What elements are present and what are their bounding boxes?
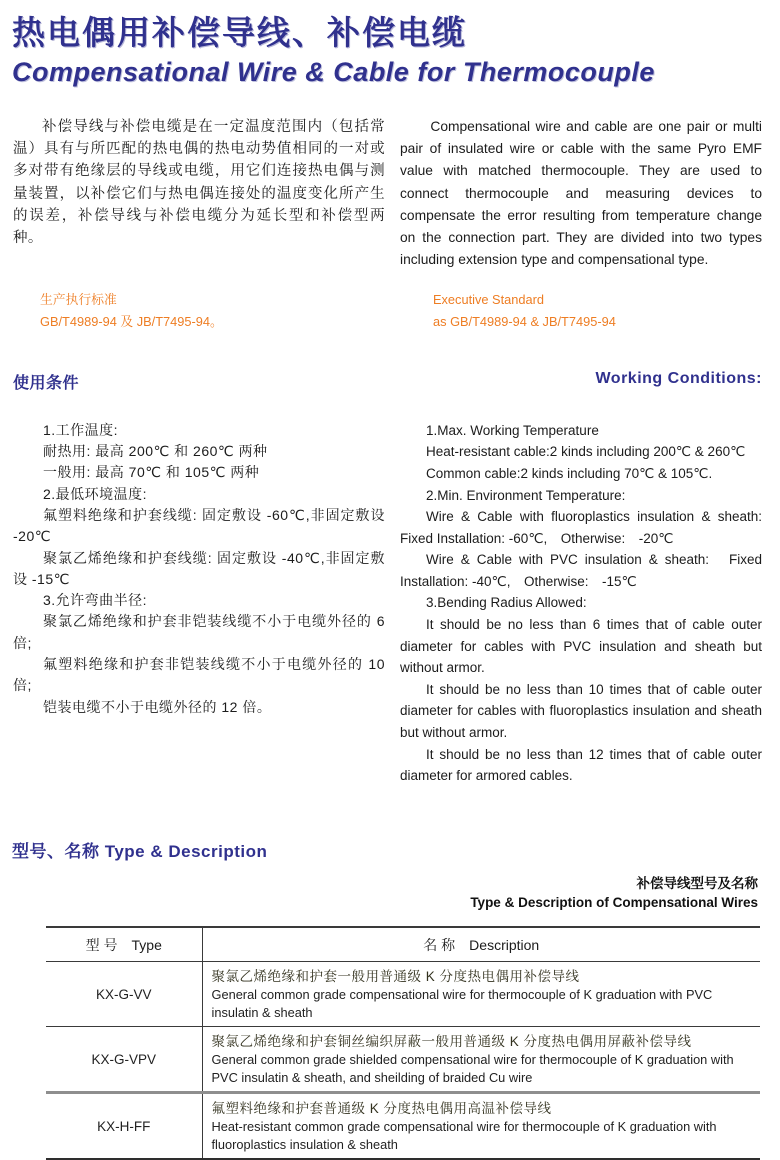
description-en: Heat-resistant common grade compensational wire for thermocouple of K graduation with fluoroplastics insulation & sheath bbox=[211, 1119, 717, 1152]
condition-line: 3.允许弯曲半径: bbox=[43, 592, 148, 609]
table-subheading-en: Type & Description of Compensational Wires bbox=[470, 895, 758, 911]
standards-section bbox=[0, 289, 780, 333]
description-zh: 聚氯乙烯绝缘和护套一般用普通级 K 分度热电偶用补偿导线 bbox=[211, 969, 580, 985]
description-zh: 氟塑料绝缘和护套普通级 K 分度热电偶用高温补偿导线 bbox=[211, 1101, 552, 1117]
table-row bbox=[46, 962, 760, 1027]
table-subheading-zh: 补偿导线型号及名称 bbox=[636, 875, 758, 891]
type-description bbox=[202, 962, 760, 1027]
column-header-description: 名 称 Description bbox=[202, 927, 760, 962]
standards-en-label: Executive Standard bbox=[433, 291, 544, 307]
intro-section bbox=[0, 116, 780, 272]
standards-zh-label: 生产执行标准 bbox=[40, 291, 117, 307]
page-header bbox=[0, 0, 780, 89]
condition-line: 铠装电缆不小于电缆外径的 12 倍。 bbox=[43, 698, 272, 715]
standards-zh-value: GB/T4989-94 及 JB/T7495-94。 bbox=[40, 313, 223, 329]
description-zh: 聚氯乙烯绝缘和护套铜丝编织屏蔽一般用普通级 K 分度热电偶用屏蔽补偿导线 bbox=[211, 1034, 692, 1050]
conditions-heading-en: Working Conditions: bbox=[595, 369, 762, 387]
condition-line: 氟塑料绝缘和护套线缆: 固定敷设 -60℃,非固定敷设 -20℃ bbox=[13, 506, 385, 545]
condition-line: 2.Min. Environment Temperature: bbox=[426, 487, 626, 503]
conditions-zh bbox=[13, 420, 385, 787]
type-code: KX-G-VPV bbox=[91, 1051, 156, 1067]
condition-line: 1.工作温度: bbox=[43, 421, 119, 438]
table-subheading bbox=[0, 874, 758, 913]
condition-line: It should be no less than 6 times that of cable outer diameter for cables with PVC insulation and sheath but without armor. bbox=[400, 617, 762, 676]
description-en: General common grade compensational wire for thermocouple of K graduation with PVC insulatin & sheath bbox=[211, 987, 713, 1020]
page-title-zh: 热电偶用补偿导线、补偿电缆 bbox=[12, 14, 467, 51]
condition-line: 1.Max. Working Temperature bbox=[426, 422, 599, 438]
type-description bbox=[202, 1027, 760, 1093]
type-code: KX-G-VV bbox=[95, 986, 152, 1002]
intro-paragraph-zh: 补偿导线与补偿电缆是在一定温度范围内（包括常温）具有与所匹配的热电偶的热电动势值相同的一对或多对带有绝缘层的导线或电缆，用它们连接热电偶与测量装置，以补偿它们与热电偶连接处的温度变化所产生的误差，补偿导线与补偿电缆分为延长型和补偿型两种。 bbox=[13, 118, 385, 247]
conditions-headings bbox=[0, 370, 780, 393]
condition-line: 一般用: 最高 70℃ 和 105℃ 两种 bbox=[43, 464, 260, 481]
condition-line: It should be no less than 10 times that of cable outer diameter for cables with fluoroplastics insulation and sheath but without armor. bbox=[400, 681, 762, 741]
conditions-section bbox=[0, 420, 780, 787]
condition-line: 聚氯乙烯绝缘和护套线缆: 固定敷设 -40℃,非固定敷设 -15℃ bbox=[13, 549, 385, 587]
type-section-heading: 型号、名称 Type & Description bbox=[12, 841, 268, 861]
column-header-type: 型 号 Type bbox=[85, 936, 162, 953]
condition-line: It should be no less than 12 times that of cable outer diameter for armored cables. bbox=[400, 746, 762, 784]
type-code: KX-H-FF bbox=[97, 1118, 151, 1134]
type-description bbox=[202, 1093, 760, 1160]
standards-zh bbox=[13, 289, 385, 333]
condition-line: 3.Bending Radius Allowed: bbox=[426, 595, 587, 611]
condition-line: 2.最低环境温度: bbox=[43, 485, 148, 502]
condition-line: Wire & Cable with PVC insulation & sheath: Fixed Installation: -40℃, Otherwise: -15℃ bbox=[400, 552, 762, 589]
condition-line: 聚氯乙烯绝缘和护套非铠装线缆不小于电缆外径的 6 倍; bbox=[13, 613, 385, 651]
types-table bbox=[46, 926, 760, 1160]
conditions-en bbox=[400, 420, 762, 787]
table-row bbox=[46, 1093, 760, 1160]
condition-line: Common cable:2 kinds including 70℃ & 105℃. bbox=[426, 465, 713, 481]
page-title-en: Compensational Wire & Cable for Thermocouple bbox=[12, 57, 655, 88]
condition-line: 氟塑料绝缘和护套非铠装线缆不小于电缆外径的 10 倍; bbox=[13, 655, 385, 694]
standards-en-value: as GB/T4989-94 & JB/T7495-94 bbox=[433, 313, 616, 329]
condition-line: Wire & Cable with fluoroplastics insulation & sheath: Fixed Installation: -60℃, Otherwise: -20℃ bbox=[400, 509, 762, 546]
condition-line: 耐热用: 最高 200℃ 和 260℃ 两种 bbox=[43, 443, 268, 460]
standards-en bbox=[400, 289, 762, 333]
intro-paragraph-en: Compensational wire and cable are one pair or multi pair of insulated wire or cable with the same Pyro EMF value with matched thermocouple. They are used to connect thermocouple and measuring devices to compensate the error resulting from temperature change on the connection part. They are divided into two types including extension type and compensational type. bbox=[400, 118, 762, 268]
table-row bbox=[46, 1027, 760, 1093]
condition-line: Heat-resistant cable:2 kinds including 200℃ & 260℃ bbox=[426, 444, 746, 460]
table-header-row bbox=[46, 927, 760, 962]
description-en: General common grade shielded compensational wire for thermocouple of K graduation with PVC insulatin & sheath, and sheilding of braided Cu wire bbox=[211, 1052, 734, 1085]
conditions-heading-zh: 使用条件 bbox=[13, 374, 80, 392]
